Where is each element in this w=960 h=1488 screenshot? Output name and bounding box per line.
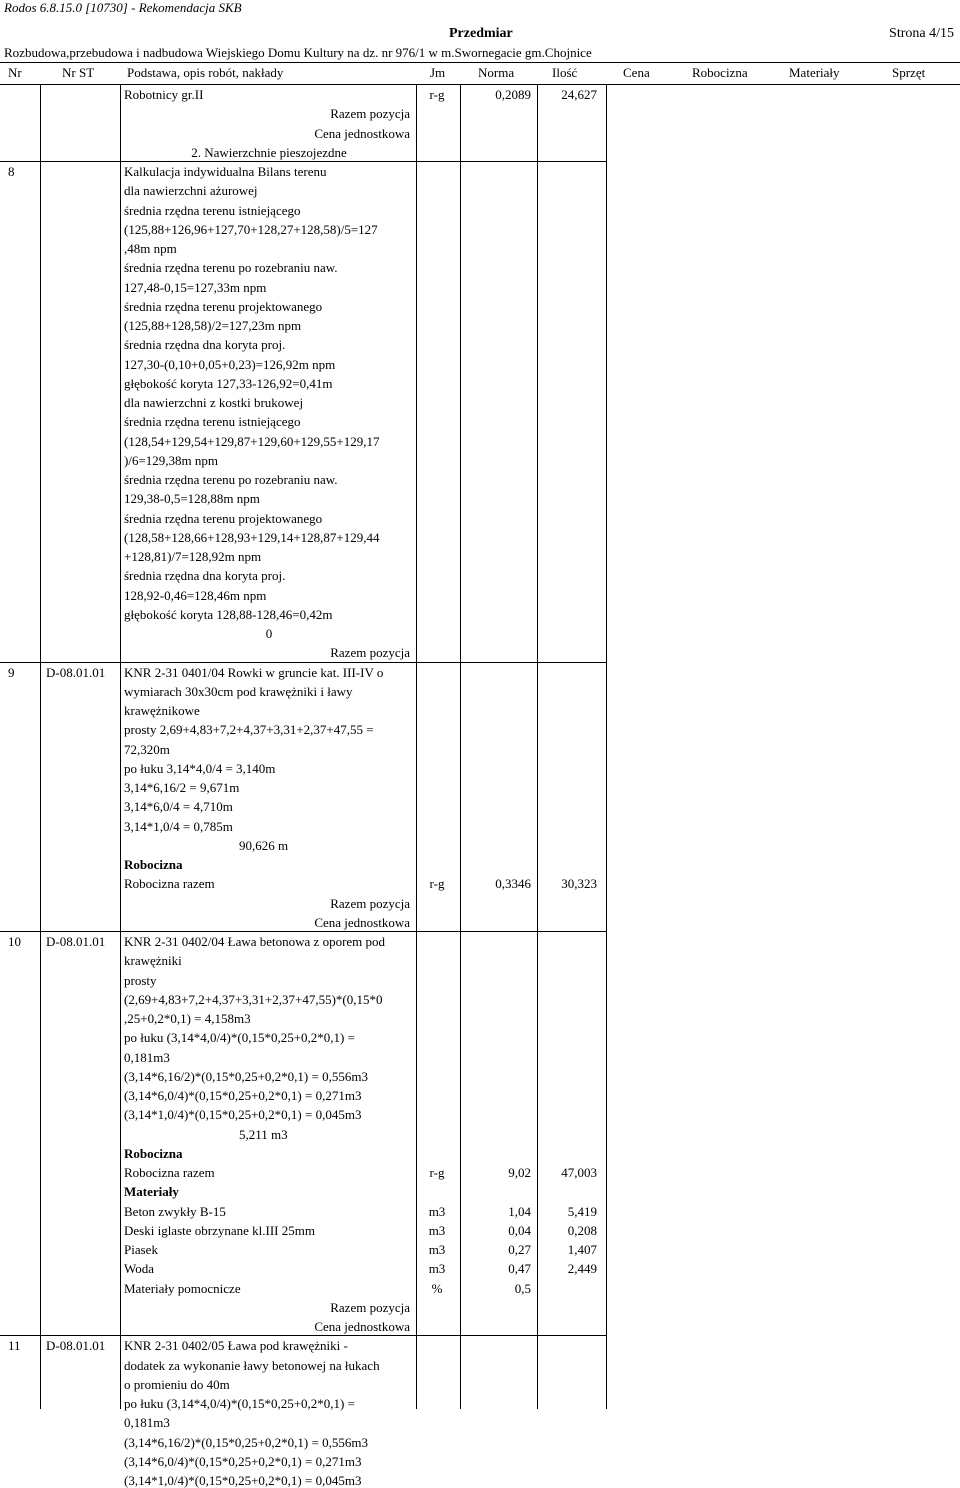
row-unit: r-g [429,876,445,892]
row-description: 129,38-0,5=128,88m npm [124,491,260,507]
row-description: Razem pozycja [330,895,410,911]
row-description: 0,181m3 [124,1415,170,1431]
row-quantity: 47,003 [561,1165,597,1180]
column-header-ilosc: Ilość [552,65,578,80]
row-quantity: 24,627 [561,87,597,102]
document-title: Przedmiar [449,26,513,41]
item-separator [0,662,606,663]
row-description: Razem pozycja [330,106,410,122]
row-norm: 0,3346 [495,876,531,892]
row-description: średnia rzędna terenu po rozebraniu naw. [124,260,338,276]
row-description: 2. Nawierzchnie pieszojezdne [191,144,347,160]
row-description: średnia rzędna terenu projektowanego [124,510,323,526]
row-description: KNR 2-31 0402/04 Ława betonowa z oporem pod [124,934,386,949]
row-description: głębokość koryta 127,33-126,92=0,41m [124,375,333,391]
row-unit: m3 [428,1203,446,1219]
row-description: Cena jednostkowa [314,1319,410,1334]
row-description: Robocizna [124,1145,183,1161]
row-unit: r-g [429,1165,445,1180]
row-description: (3,14*6,16/2)*(0,15*0,25+0,2*0,1) = 0,556m3 [124,1068,368,1084]
row-description: Deski iglaste obrzynane kl.III 25mm [124,1222,315,1238]
row-description: krawężniki [124,953,182,969]
row-description: 90,626 m [239,837,289,853]
project-subtitle: Rozbudowa,przebudowa i nadbudowa Wiejskiego Domu Kultury na dz. nr 976/1 w m.Swornegacie gm.Chojnice [4,45,592,60]
item-number: 10 [8,934,21,949]
row-norm: 0,47 [508,1261,531,1277]
row-unit: r-g [429,87,445,102]
row-quantity: 2,449 [567,1261,597,1277]
row-description: 127,48-0,15=127,33m npm [124,279,267,295]
row-description: prosty 2,69+4,83+7,2+4,37+3,31+2,37+47,55 = [124,722,374,738]
row-description: średnia rzędna terenu po rozebraniu naw. [124,472,338,487]
page-indicator: Strona 4/15 [889,26,954,41]
item-spec-code: D-08.01.01 [46,1338,106,1354]
column-header-jm: Jm [430,65,446,80]
row-description: prosty [124,972,157,988]
item-number: 9 [8,664,15,680]
row-description: średnia rzędna terenu istniejącego [124,202,301,218]
row-norm: 9,02 [508,1165,531,1180]
row-description: KNR 2-31 0402/05 Ława pod krawężniki - [124,1338,348,1354]
row-norm: 0,5 [514,1280,531,1296]
row-description: (3,14*1,0/4)*(0,15*0,25+0,2*0,1) = 0,045m3 [124,1107,362,1123]
row-description: 3,14*1,0/4 = 0,785m [124,818,233,834]
item-separator [0,161,606,162]
row-description: (128,54+129,54+129,87+129,60+129,55+129,17 [124,433,380,449]
row-description: wymiarach 30x30cm pod krawężniki i ławy [124,683,353,699]
row-description: Robocizna razem [124,876,215,892]
item-number: 8 [8,164,15,179]
row-description: dodatek za wykonanie ławy betonowej na łukach [124,1357,380,1373]
row-description: 72,320m [124,741,170,757]
app-title: Rodos 6.8.15.0 [10730] - Rekomendacja SKB [4,0,242,15]
item-number: 11 [8,1338,21,1354]
row-description: 0,181m3 [124,1049,170,1065]
row-description: Materiały pomocnicze [124,1280,241,1296]
row-description: średnia rzędna dna koryta proj. [124,337,286,353]
column-header-nr-st: Nr ST [62,65,95,80]
row-description: Kalkulacja indywidualna Bilans terenu [124,164,327,179]
row-description: (128,58+128,66+128,93+129,14+128,87+129,44 [124,529,380,545]
row-norm: 0,2089 [495,87,531,102]
row-description: głębokość koryta 128,88-128,46=0,42m [124,606,333,622]
row-description: średnia rzędna terenu istniejącego [124,414,301,430]
row-norm: 0,27 [508,1242,531,1257]
column-header-cena: Cena [623,65,650,80]
column-rule [40,85,41,1409]
item-spec-code: D-08.01.01 [46,934,106,949]
row-description: 3,14*6,0/4 = 4,710m [124,799,233,815]
row-quantity: 0,208 [567,1222,597,1238]
row-description: o promieniu do 40m [124,1376,230,1392]
row-description: ,48m npm [124,241,177,256]
item-separator [0,1335,606,1336]
row-description: średnia rzędna dna koryta proj. [124,568,286,584]
row-description: krawężnikowe [124,703,200,718]
row-unit: m3 [428,1242,446,1257]
row-description: Robocizna razem [124,1165,215,1180]
row-description: 3,14*6,16/2 = 9,671m [124,780,240,795]
row-quantity: 5,419 [567,1203,597,1219]
header-top-rule [0,62,960,63]
column-header-sprzet: Sprzęt [892,65,926,80]
row-quantity: 30,323 [561,876,597,892]
column-rule [120,85,121,1409]
row-unit: % [431,1280,443,1296]
row-description: )/6=129,38m npm [124,452,218,468]
row-description: 128,92-0,46=128,46m npm [124,587,267,603]
row-quantity: 1,407 [567,1242,597,1257]
row-description: Materiały [124,1184,179,1200]
row-description: dla nawierzchni z kostki brukowej [124,395,304,410]
row-description: +128,81)/7=128,92m npm [124,549,262,564]
row-description: ,25+0,2*0,1) = 4,158m3 [124,1011,251,1026]
row-description: Cena jednostkowa [314,125,410,141]
row-description: 0 [265,626,273,641]
row-description: po łuku 3,14*4,0/4 = 3,140m [124,760,276,776]
row-description: (125,88+126,96+127,70+128,27+128,58)/5=127 [124,221,378,237]
item-separator [0,931,606,932]
column-header-nr: Nr [8,65,22,80]
row-description: Piasek [124,1242,158,1257]
column-header-norma: Norma [478,65,515,80]
row-description: Razem pozycja [330,1299,410,1315]
column-header-robocizna: Robocizna [692,65,748,80]
row-description: po łuku (3,14*4,0/4)*(0,15*0,25+0,2*0,1) = [124,1396,355,1411]
item-spec-code: D-08.01.01 [46,664,106,680]
row-description: 127,30-(0,10+0,05+0,23)=126,92m npm [124,356,336,372]
column-rule [606,85,607,1409]
row-description: Woda [124,1261,154,1277]
column-header-materialy: Materiały [789,65,840,80]
row-norm: 1,04 [508,1203,531,1219]
row-description: Robocizna [124,857,183,872]
row-description: Cena jednostkowa [314,914,410,930]
row-description: KNR 2-31 0401/04 Rowki w gruncie kat. III-IV o [124,664,384,680]
row-description: dla nawierzchni ażurowej [124,183,258,199]
row-description: 5,211 m3 [239,1126,288,1142]
header-bottom-rule [0,84,960,85]
row-unit: m3 [428,1261,446,1277]
row-description: Beton zwykły B-15 [124,1203,226,1219]
row-description: po łuku (3,14*4,0/4)*(0,15*0,25+0,2*0,1) = [124,1030,355,1046]
row-description: (3,14*6,16/2)*(0,15*0,25+0,2*0,1) = 0,556m3 [124,1434,368,1450]
row-description: (3,14*6,0/4)*(0,15*0,25+0,2*0,1) = 0,271m3 [124,1088,362,1103]
row-description: (3,14*1,0/4)*(0,15*0,25+0,2*0,1) = 0,045m3 [124,1473,362,1488]
row-norm: 0,04 [508,1222,531,1238]
row-description: (2,69+4,83+7,2+4,37+3,31+2,37+47,55)*(0,15*0 [124,991,383,1007]
column-header-description: Podstawa, opis robót, nakłady [127,65,284,80]
row-description: średnia rzędna terenu projektowanego [124,298,323,314]
row-description: Robotnicy gr.II [124,87,204,102]
row-description: (3,14*6,0/4)*(0,15*0,25+0,2*0,1) = 0,271m3 [124,1453,362,1469]
row-description: Razem pozycja [330,645,410,661]
row-unit: m3 [428,1222,446,1238]
row-description: (125,88+128,58)/2=127,23m npm [124,318,302,333]
